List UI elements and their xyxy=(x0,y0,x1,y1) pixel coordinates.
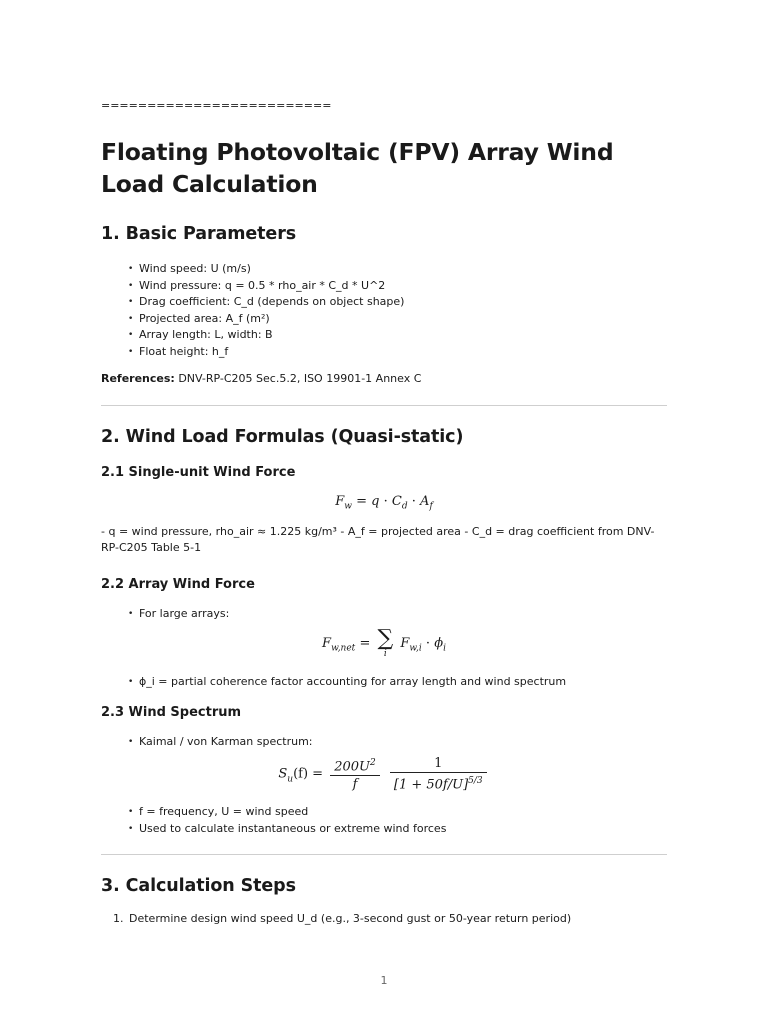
list-item: • Array length: L, width: B xyxy=(128,327,667,344)
list-item: • Drag coefficient: C_d (depends on object shape) xyxy=(128,294,667,311)
single-unit-note: - q = wind pressure, rho_air ≈ 1.225 kg/m³ - A_f = projected area - C_d = drag coefficient from DNV-RP-C205 Table 5-1 xyxy=(101,524,655,554)
subsection-heading-array-force: 2.2 Array Wind Force xyxy=(101,576,255,592)
list-item: • Used to calculate instantaneous or extreme wind forces xyxy=(128,821,667,838)
list-item: • ϕ_i = partial coherence factor accounting for array length and wind spectrum xyxy=(128,674,667,691)
list-item: • Kaimal / von Karman spectrum: xyxy=(128,734,667,751)
list-item: • Wind speed: U (m/s) xyxy=(128,261,667,278)
header-rule: ========================= xyxy=(101,99,332,112)
wind-spectrum-list xyxy=(101,734,667,751)
list-item: • Projected area: A_f (m²) xyxy=(128,311,667,328)
divider xyxy=(101,405,667,406)
list-item: • Wind pressure: q = 0.5 * rho_air * C_d * U^2 xyxy=(128,278,667,295)
references-label: References: xyxy=(101,372,175,385)
formula-single-unit-force: $F_w = q \cdot C_d \cdot A_f$ xyxy=(335,493,433,512)
basic-parameters-list xyxy=(101,261,667,360)
list-item: • For large arrays: xyxy=(128,606,667,623)
references-text: DNV-RP-C205 Sec.5.2, ISO 19901-1 Annex C xyxy=(178,372,422,385)
list-item: 1. Determine design wind speed U_d (e.g., 3-second gust or 50-year return period) xyxy=(127,911,667,928)
subsection-heading-wind-spectrum: 2.3 Wind Spectrum xyxy=(101,704,242,720)
references-line xyxy=(101,371,667,388)
document-content xyxy=(101,98,667,928)
array-force-list xyxy=(101,606,667,623)
formula-wind-spectrum: $S_u(f)$ = $\frac{200U^2}{f}$ $\frac{1}{[1 + 50f/U]^{5/3}}$ xyxy=(101,756,667,796)
page-number: 1 xyxy=(380,974,388,987)
calculation-steps-list xyxy=(101,911,667,928)
list-item: • Float height: h_f xyxy=(128,344,667,361)
fraction: $\frac{200U^2}{f}$ xyxy=(330,756,380,792)
document-title: Floating Photovoltaic (FPV) Array Wind Load Calculation xyxy=(101,138,614,198)
summation-symbol: ∑ i xyxy=(377,626,394,659)
list-item: • f = frequency, U = wind speed xyxy=(128,804,667,821)
coherence-factor-list xyxy=(101,674,667,691)
formula-array-force: $F_{w,net}$ = ∑ i $F_{w,i} \cdot \phi_i$ xyxy=(322,626,446,659)
section-heading-wind-load-formulas: 2. Wind Load Formulas (Quasi-static) xyxy=(101,426,464,447)
subsection-heading-single-unit: 2.1 Single-unit Wind Force xyxy=(101,464,296,480)
divider xyxy=(101,854,667,855)
section-heading-calculation-steps: 3. Calculation Steps xyxy=(101,876,296,896)
fraction: $\frac{1}{[1 + 50f/U]^{5/3}}$ xyxy=(390,756,487,792)
spectrum-notes-list xyxy=(101,804,667,837)
section-heading-basic-parameters: 1. Basic Parameters xyxy=(101,224,297,244)
